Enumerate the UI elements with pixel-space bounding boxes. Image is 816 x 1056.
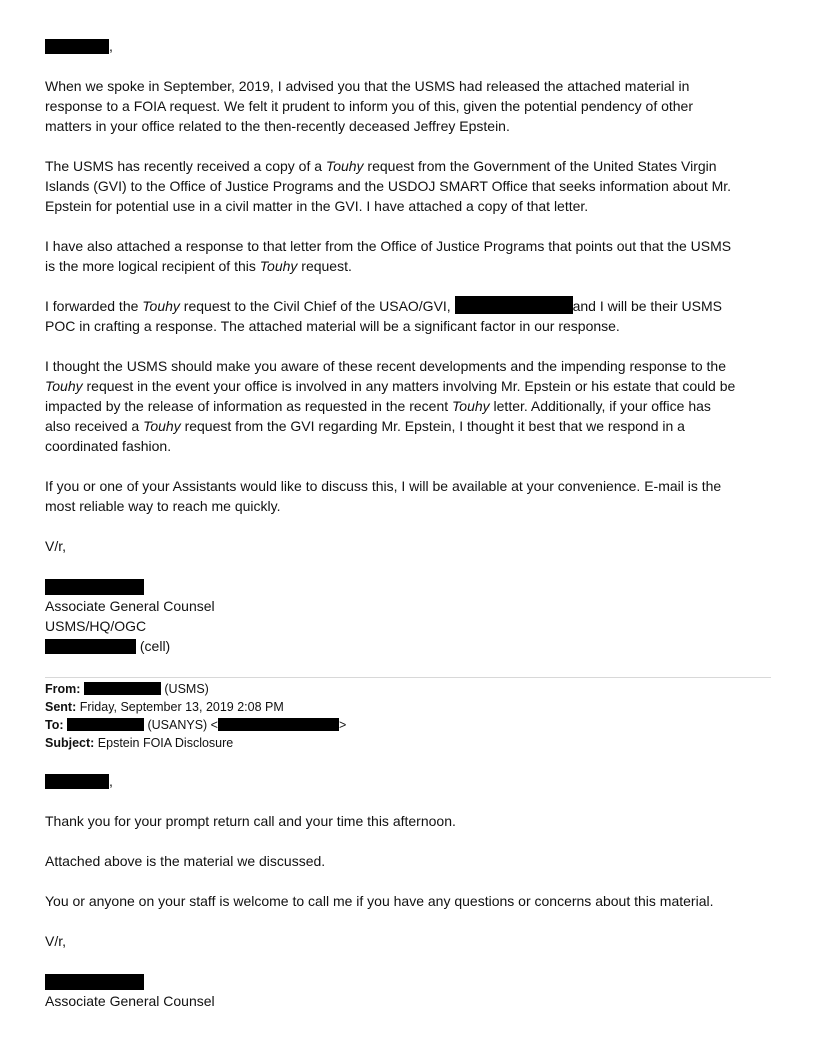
email-separator (45, 677, 771, 678)
email1-p3-line1: I have also attached a response to that letter from the Office of Justice Programs that points out that the USMS (45, 238, 732, 254)
email1-closing: V/r, (45, 538, 67, 554)
touhy-italic: Touhy (45, 378, 83, 394)
email2-signature-title: Associate General Counsel (45, 993, 215, 1009)
email1-p2-line2: Islands (GVI) to the Office of Justice Programs and the USDOJ SMART Office that seeks information about Mr. (45, 178, 732, 194)
email1-p6-line1: If you or one of your Assistants would like to discuss this, I will be available at your convenience. E-mail is the (45, 478, 722, 494)
email1-p2-line3: Epstein for potential use in a civil matter in the GVI. I have attached a copy of that letter. (45, 198, 589, 214)
email1-p5-line1: I thought the USMS should make you aware of these recent developments and the impending response to the (45, 358, 726, 374)
greeting-comma-2: , (109, 773, 113, 789)
touhy-italic: Touhy (143, 418, 181, 434)
email2-p1: Thank you for your prompt return call and your time this afternoon. (45, 813, 456, 829)
email1-p1-line2: response to a FOIA request. We felt it prudent to inform you of this, given the potential pendency of other (45, 98, 694, 114)
email1-p4-line1: I forwarded the Touhy request to the Civil Chief of the USAO/GVI, and I will be their USMS (45, 298, 722, 314)
email1-p6-line2: most reliable way to reach me quickly. (45, 498, 281, 514)
email1-signature-phone: (cell) (45, 636, 170, 656)
email1-p2-line1: The USMS has recently received a copy of a Touhy request from the Government of the United States Virgin (45, 158, 717, 174)
redaction-civil-chief-name (455, 296, 573, 314)
header-to: To: (USANYS) < > (45, 718, 347, 732)
email2-closing: V/r, (45, 933, 67, 949)
email1-signature-title: Associate General Counsel (45, 598, 215, 614)
email1-p4-line2: POC in crafting a response. The attached material will be a significant factor in our response. (45, 318, 620, 334)
redaction-phone-number (45, 639, 136, 654)
touhy-italic: Touhy (142, 298, 180, 314)
header-subject: Subject: Epstein FOIA Disclosure (45, 736, 234, 750)
redaction-to-email (218, 718, 339, 731)
email1-p5-line2: Touhy request in the event your office is involved in any matters involving Mr. Epstein or his estate that could be (45, 378, 736, 394)
email1-p1-line3: matters in your office related to the then-recently deceased Jeffrey Epstein. (45, 118, 510, 134)
touhy-italic: Touhy (452, 398, 490, 414)
email1-p1-line1: When we spoke in September, 2019, I advised you that the USMS had released the attached material in (45, 78, 690, 94)
email1-p3-line2: is the more logical recipient of this Touhy request. (45, 258, 352, 274)
redaction-to-name (67, 718, 144, 731)
email1-p5-line5: coordinated fashion. (45, 438, 172, 454)
greeting-comma: , (109, 38, 113, 54)
redaction-from-name (84, 682, 161, 695)
email1-p5-line3: impacted by the release of information as requested in the recent Touhy letter. Additionally, if your office has (45, 398, 711, 414)
header-sent: Sent: Friday, September 13, 2019 2:08 PM (45, 700, 284, 714)
email2-p2: Attached above is the material we discussed. (45, 853, 326, 869)
touhy-italic: Touhy (325, 158, 364, 174)
header-from: From: (USMS) (45, 682, 209, 696)
email1-p5-line4: also received a Touhy request from the GVI regarding Mr. Epstein, I thought it best that we respond in a (45, 418, 685, 434)
redaction-recipient-name (45, 39, 109, 54)
email1-signature-org: USMS/HQ/OGC (45, 618, 147, 634)
email2-p3: You or anyone on your staff is welcome to call me if you have any questions or concerns about this material. (45, 893, 714, 909)
redaction-sender-name (45, 579, 144, 595)
redaction-sender-name-2 (45, 974, 144, 990)
redaction-recipient-name-2 (45, 774, 109, 789)
touhy-italic: Touhy (259, 258, 298, 274)
